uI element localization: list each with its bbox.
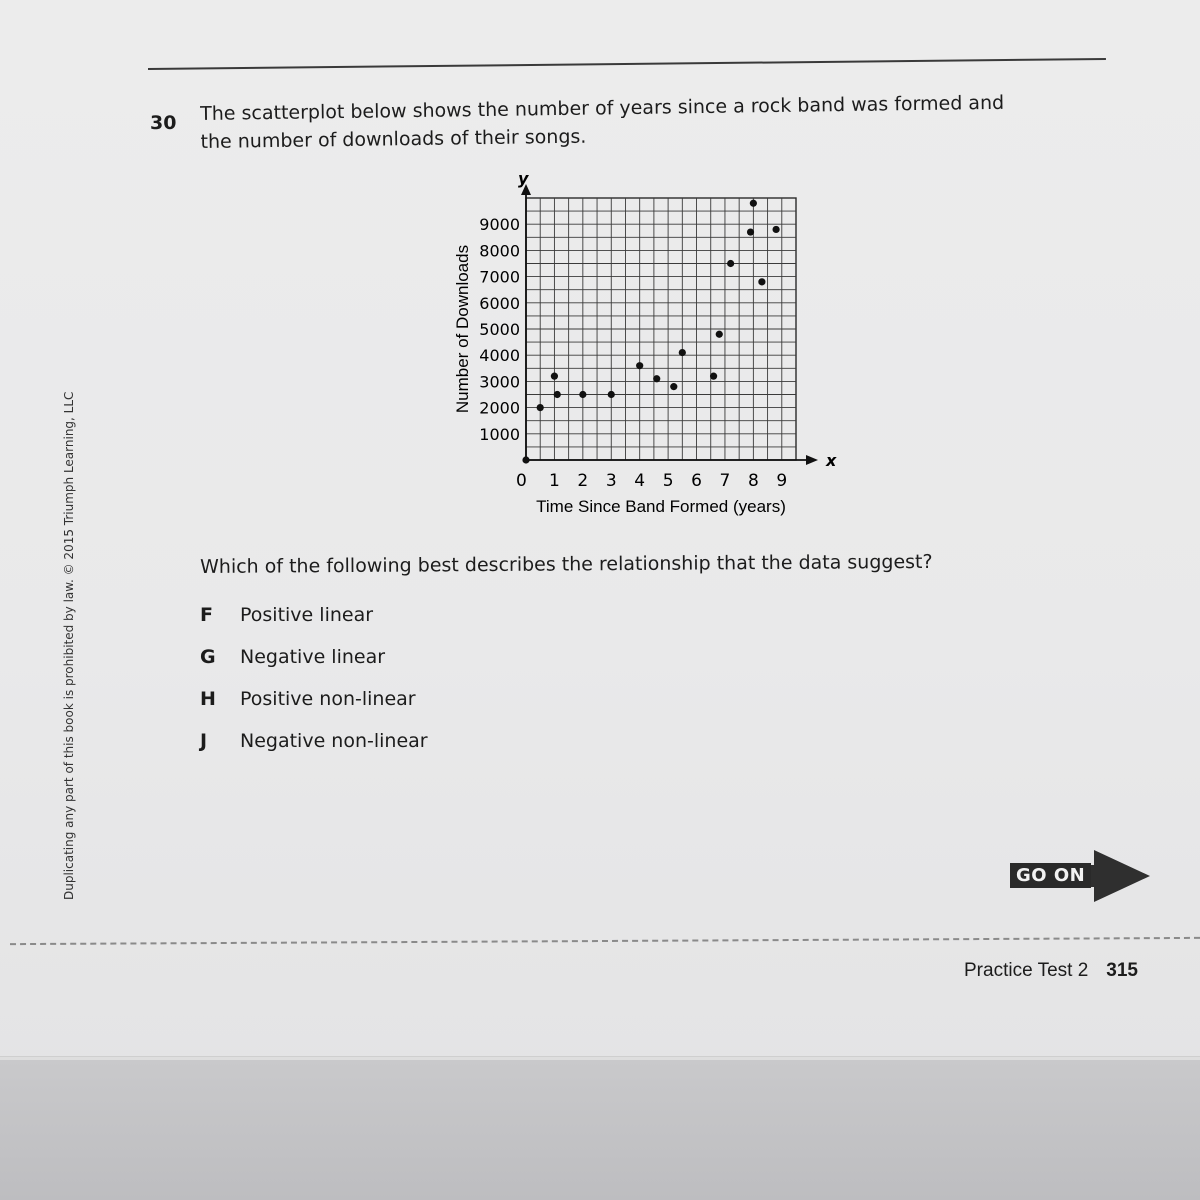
choice-letter: G [200, 646, 216, 668]
chart-axes [521, 184, 818, 465]
y-tick-label: 1000 [479, 424, 520, 444]
data-point [758, 278, 765, 285]
origin-label: 0 [516, 471, 527, 491]
y-axis-letter: y [518, 169, 529, 188]
x-axis-label: Time Since Band Formed (years) [536, 497, 786, 516]
choice-text: Positive non-linear [240, 688, 416, 710]
copyright-notice: Duplicating any part of this book is prohibited by law. © 2015 Triumph Learning, LLC [62, 391, 76, 900]
scatterplot [440, 169, 840, 530]
y-tick-label: 2000 [479, 398, 520, 418]
data-point [750, 200, 757, 207]
data-point [679, 349, 686, 356]
choice-text: Negative non-linear [240, 730, 428, 752]
data-point [653, 375, 660, 382]
question-text-line-2: the number of downloads of their songs. [200, 125, 587, 153]
right-arrow-icon [1094, 850, 1150, 902]
table-surface [0, 1060, 1200, 1200]
data-point [551, 373, 558, 380]
x-tick-label: 6 [691, 471, 702, 491]
x-tick-label: 8 [747, 471, 759, 491]
data-point [636, 362, 643, 369]
y-tick-label: 3000 [479, 372, 520, 392]
y-axis-label: Number of Downloads [453, 244, 472, 414]
x-tick-label: 4 [634, 471, 646, 491]
data-point [747, 228, 754, 235]
data-point [537, 404, 544, 411]
x-axis-arrow-icon [806, 455, 818, 465]
page-number: 315 [1106, 960, 1138, 981]
choice-letter: J [200, 730, 208, 752]
chart-grid [526, 198, 796, 460]
x-tick-label: 2 [577, 471, 589, 491]
data-point [579, 391, 586, 398]
data-point [710, 373, 717, 380]
x-axis-letter: x [826, 451, 837, 470]
data-point [608, 391, 615, 398]
data-point [727, 260, 734, 267]
x-tick-label: 7 [719, 471, 731, 491]
y-tick-label: 4000 [479, 346, 520, 366]
data-point [716, 331, 723, 338]
question-text-line-1: The scatterplot below shows the number of years since a rock band was formed and [200, 91, 1005, 125]
x-tick-label: 3 [605, 471, 617, 491]
data-point [773, 226, 780, 233]
y-tick-label: 9000 [479, 215, 520, 235]
y-tick-label: 8000 [479, 241, 520, 261]
go-on-label: GO ON [1010, 863, 1091, 888]
question-number: 30 [150, 112, 177, 134]
x-tick-label: 1 [549, 471, 560, 491]
choice-text: Positive linear [240, 604, 374, 626]
go-on-badge [1006, 850, 1156, 904]
choice-letter: H [200, 688, 216, 710]
choice-text: Negative linear [240, 646, 386, 668]
x-tick-label: 5 [662, 471, 674, 491]
choice-letter: F [200, 604, 213, 626]
x-tick-label: 9 [776, 471, 788, 491]
footer-label: Practice Test 2 [964, 960, 1089, 981]
sub-question: Which of the following best describes the relationship that the data suggest? [200, 550, 933, 578]
y-tick-label: 7000 [479, 267, 520, 287]
data-point [554, 391, 561, 398]
y-tick-label: 6000 [479, 293, 520, 313]
data-point [670, 383, 677, 390]
page-footer [964, 960, 1138, 982]
data-point [522, 456, 529, 463]
chart-points [522, 200, 779, 464]
y-tick-label: 5000 [479, 320, 520, 339]
